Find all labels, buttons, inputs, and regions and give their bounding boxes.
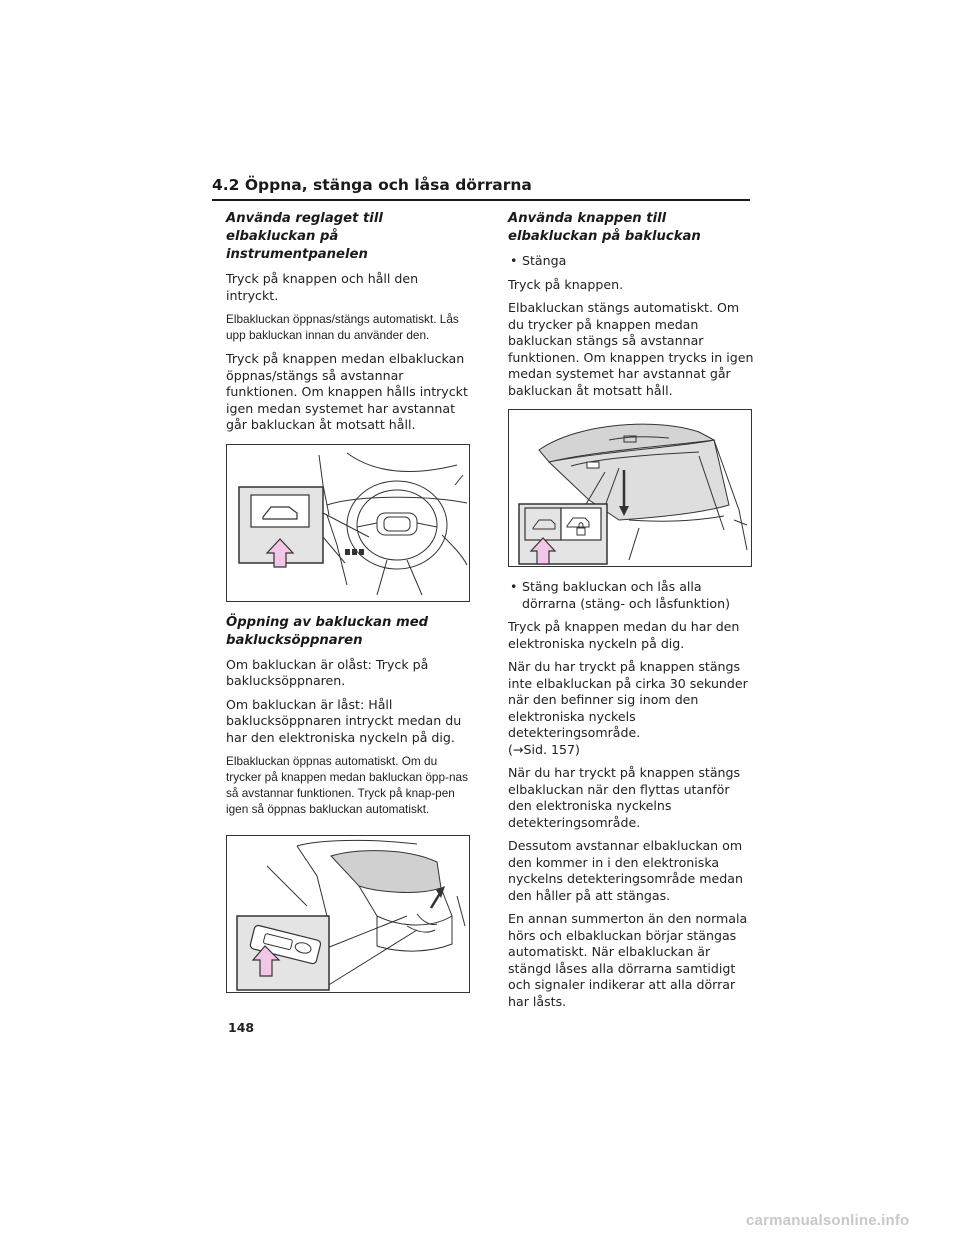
dashboard-illustration [227, 445, 470, 602]
paragraph: Dessutom avstannar elbakluckan om den kommer in i den elektroniska nyckelns detekteringsområde medan den håller på att stängas. [508, 838, 743, 903]
paragraph: Tryck på knappen medan elbakluckan öppnas/stängs så avstannar funktionen. Om knappen hålls intryckt igen medan systemet har avstannat går bakluckan åt motsatt håll. [226, 351, 468, 432]
paragraph: Tryck på knappen. [508, 276, 624, 292]
paragraph: När du har tryckt på knappen stängs elbakluckan när den flyttas utanför den elektroniska nyckelns detekteringsområde. [508, 765, 741, 830]
paragraph: Tryck på knappen medan du har den elektroniska nyckeln på dig. [508, 619, 740, 651]
watermark: carmanualsonline.info [746, 1212, 910, 1229]
page-number: 148 [228, 1020, 255, 1035]
page-reference-link[interactable]: (→Sid. 157) [508, 741, 580, 757]
header-rule [212, 199, 750, 201]
paragraph-text: När du har tryckt på knappen stängs inte elbakluckan på cirka 30 sekunder när den befinner sig inom den elektroniska nyckels detekteringsområde. [508, 659, 748, 740]
paragraph: Elbakluckan stängs automatiskt. Om du trycker på knappen medan bakluckan stängs så avstannar funktionen. Om knappen trycks in igen medan systemet har avstannat går bakluckan åt motsatt håll. [508, 300, 754, 398]
note: Elbakluckan öppnas/stängs automatiskt. Lås upp bakluckan innan du använder den. [226, 312, 459, 342]
figure-tailgate-buttons [508, 409, 752, 567]
paragraph: En annan summerton än den normala hörs och elbakluckan börjar stängas automatiskt. När elbakluckan är stängd låses alla dörrarna samtidigt och signaler indikerar att alla dörrar har låsts. [508, 911, 748, 1009]
heading-instrument-panel: Använda reglaget till elbakluckan på instrumentpanelen [226, 211, 383, 262]
heading-tailgate-opener: Öppning av bakluckan med baklucksöppnaren [226, 614, 429, 648]
figure-rear-opener [226, 835, 470, 993]
paragraph: Tryck på knappen och håll den intryckt. [226, 271, 419, 303]
paragraph: Om bakluckan är låst: Håll baklucksöppnaren intryckt medan du har den elektroniska nyckeln på dig. [226, 696, 462, 745]
bullet-item [508, 579, 754, 612]
note: Elbakluckan öppnas automatiskt. Om du trycker på knappen medan bakluckan öpp-nas så avstannar funktionen. Tryck på knap-pen igen så öppnas bakluckan automatiskt. [226, 754, 468, 816]
bullet-text: Stänga [522, 253, 567, 268]
paragraph [508, 659, 754, 758]
left-column [226, 210, 472, 1005]
bullet-dot: • [510, 579, 518, 594]
paragraph: Om bakluckan är olåst: Tryck på baklucksöppnaren. [226, 656, 429, 688]
section-header [212, 176, 750, 201]
right-column [508, 210, 754, 1017]
rear-opener-illustration [227, 836, 470, 993]
heading-tailgate-button: Använda knappen till elbakluckan på bakluckan [508, 211, 701, 244]
bullet-item [508, 253, 754, 270]
bullet-text: Stäng bakluckan och lås alla dörrarna (stäng- och låsfunktion) [522, 579, 730, 611]
section-title: 4.2 Öppna, stänga och låsa dörrarna [212, 176, 532, 194]
tailgate-illustration [509, 410, 752, 567]
bullet-dot: • [510, 253, 518, 268]
figure-dashboard-switch [226, 444, 470, 602]
